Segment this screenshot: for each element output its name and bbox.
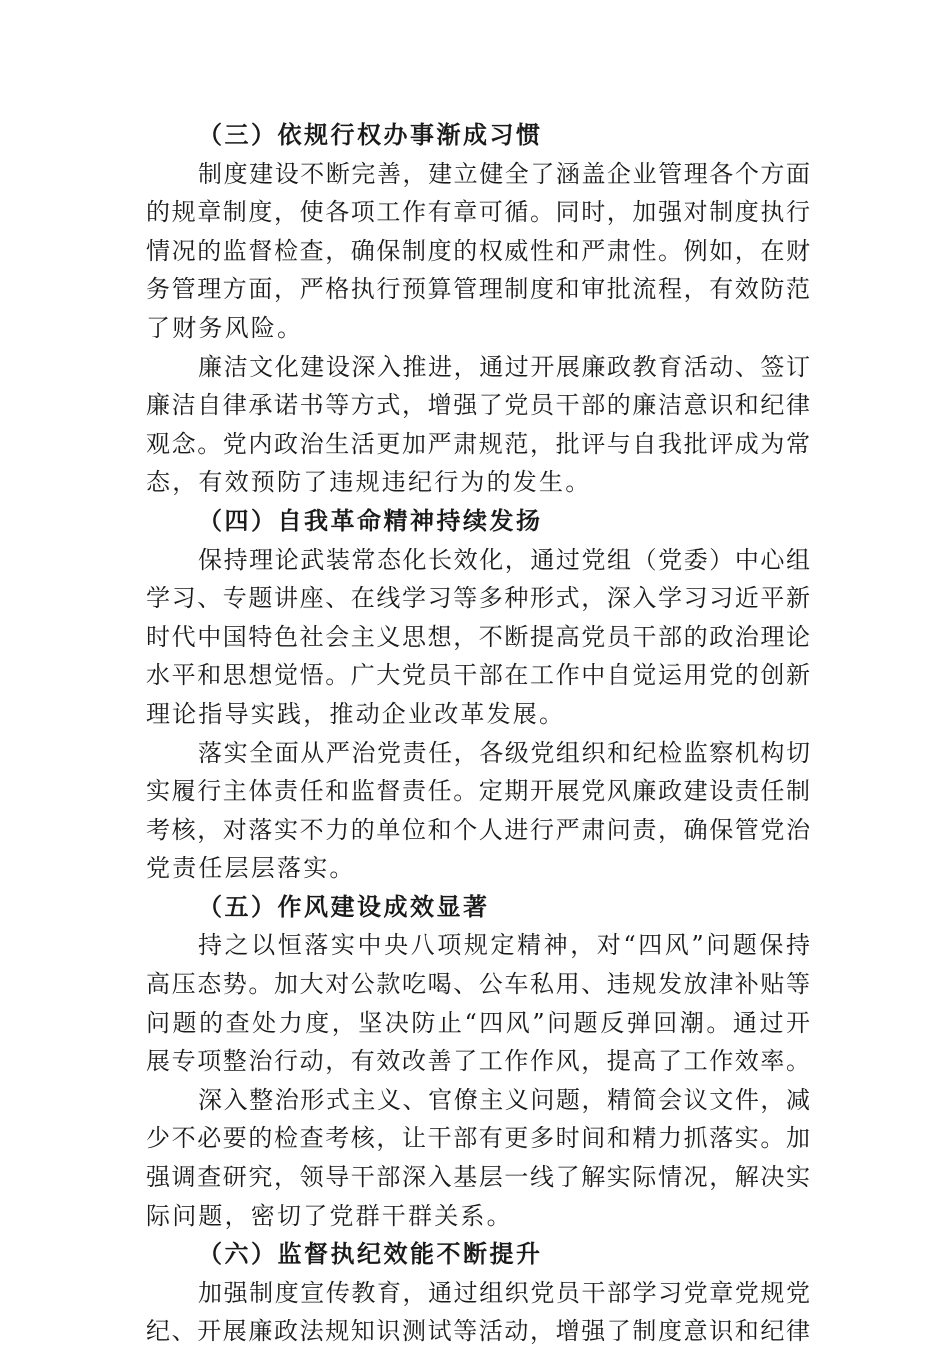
- paragraph: [146, 734, 810, 888]
- paragraph-line: 际问题，密切了党群干群关系。: [146, 1201, 513, 1230]
- paragraph-line: 学习、专题讲座、在线学习等多种形式，深入学习习近平新: [146, 584, 810, 613]
- paragraph-line: 持之以恒落实中央八项规定精神，对“四风”问题保持: [198, 931, 810, 960]
- paragraph-line: 展专项整治行动，有效改善了工作作风，提高了工作效率。: [146, 1047, 810, 1076]
- paragraph-line: 加强制度宣传教育，通过组织党员干部学习党章党规党: [198, 1278, 810, 1307]
- paragraph-line: 廉洁文化建设深入推进，通过开展廉政教育活动、签订: [198, 352, 810, 381]
- paragraph-line: 少不必要的检查考核，让干部有更多时间和精力抓落实。加: [146, 1124, 810, 1153]
- paragraph-line: 党责任层层落实。: [146, 854, 356, 883]
- section-heading-3: （三）依规行权办事渐成习惯: [198, 120, 543, 149]
- paragraph-line: 纪、开展廉政法规知识测试等活动，增强了制度意识和纪律: [146, 1317, 810, 1346]
- paragraph-line: 落实全面从严治党责任，各级党组织和纪检监察机构切: [198, 738, 810, 767]
- paragraph-line: 深入整治形式主义、官僚主义问题，精简会议文件，减: [198, 1085, 810, 1114]
- paragraph-line: 了财务风险。: [146, 313, 304, 342]
- paragraph-line: 理论指导实践，推动企业改革发展。: [146, 699, 566, 728]
- paragraph-line: 时代中国特色社会主义思想，不断提高党员干部的政治理论: [146, 622, 810, 651]
- paragraph-line: 廉洁自律承诺书等方式，增强了党员干部的廉洁意识和纪律: [146, 391, 810, 420]
- paragraph-line: 考核，对落实不力的单位和个人进行严肃问责，确保管党治: [146, 815, 810, 844]
- paragraph-line: 务管理方面，严格执行预算管理制度和审批流程，有效防范: [146, 275, 810, 304]
- paragraph-line: 问题的查处力度，坚决防止“四风”问题反弹回潮。通过开: [146, 1008, 810, 1037]
- paragraph-line: 保持理论武装常态化长效化，通过党组（党委）中心组: [198, 545, 810, 574]
- paragraph: [146, 348, 810, 502]
- section-heading-5: （五）作风建设成效显著: [198, 891, 490, 921]
- paragraph: [146, 155, 810, 348]
- paragraph: [146, 1274, 810, 1351]
- paragraph-line: 观念。党内政治生活更加严肃规范，批评与自我批评成为常: [146, 429, 810, 458]
- section-heading-6: （六）监督执纪效能不断提升: [198, 1239, 543, 1269]
- document-body: [146, 116, 810, 1351]
- paragraph: [146, 541, 810, 734]
- paragraph-line: 情况的监督检查，确保制度的权威性和严肃性。例如，在财: [146, 236, 810, 265]
- paragraph-line: 态，有效预防了违规违纪行为的发生。: [146, 468, 592, 497]
- paragraph-line: 强调查研究，领导干部深入基层一线了解实际情况，解决实: [146, 1163, 810, 1192]
- paragraph: [146, 1081, 810, 1235]
- paragraph-line: 高压态势。加大对公款吃喝、公车私用、违规发放津补贴等: [146, 970, 810, 999]
- paragraph: [146, 926, 810, 1080]
- paragraph-line: 实履行主体责任和监督责任。定期开展党风廉政建设责任制: [146, 777, 810, 806]
- paragraph-line: 水平和思想觉悟。广大党员干部在工作中自觉运用党的创新: [146, 661, 810, 690]
- paragraph-line: 的规章制度，使各项工作有章可循。同时，加强对制度执行: [146, 198, 810, 227]
- section-heading-4: （四）自我革命精神持续发扬: [198, 505, 543, 535]
- paragraph-line: 制度建设不断完善，建立健全了涵盖企业管理各个方面: [198, 159, 810, 188]
